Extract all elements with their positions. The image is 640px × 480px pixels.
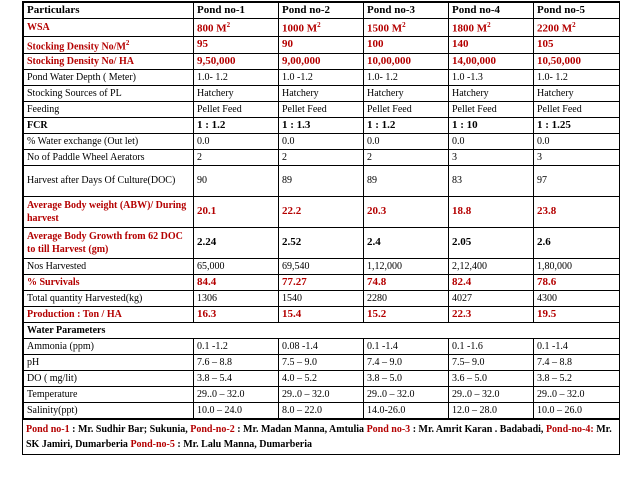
row-value: 78.6 xyxy=(534,274,620,290)
row-value: 19.5 xyxy=(534,306,620,322)
row-value: 22.2 xyxy=(279,196,364,227)
row-total-harvested xyxy=(24,290,620,306)
row-value: 2,12,400 xyxy=(449,258,534,274)
row-value: Hatchery xyxy=(364,85,449,101)
row-value: 10.0 – 26.0 xyxy=(534,402,620,418)
row-value: 4027 xyxy=(449,290,534,306)
row-temperature xyxy=(24,386,620,402)
row-value: Pellet Feed xyxy=(449,101,534,117)
row-nos-harvested xyxy=(24,258,620,274)
row-value: 95 xyxy=(194,36,279,53)
header-pond-3: Pond no-3 xyxy=(364,3,449,19)
row-value: 1800 $M^2$ xyxy=(449,19,534,37)
row-value: 89 xyxy=(279,165,364,196)
row-value: 20.1 xyxy=(194,196,279,227)
row-value: 90 xyxy=(279,36,364,53)
row-abw xyxy=(24,196,620,227)
row-feeding xyxy=(24,101,620,117)
row-do xyxy=(24,370,620,386)
section-heading: Water Parameters xyxy=(24,322,620,338)
row-label: Harvest after Days Of Culture(DOC) xyxy=(24,165,194,196)
row-value: Hatchery xyxy=(449,85,534,101)
row-value: Pellet Feed xyxy=(279,101,364,117)
footnote-key: Pond-no-4: xyxy=(545,423,594,435)
row-value: 65,000 xyxy=(194,258,279,274)
row-label: Pond Water Depth ( Meter) xyxy=(24,69,194,85)
row-value: 1,80,000 xyxy=(534,258,620,274)
row-value: Pellet Feed xyxy=(364,101,449,117)
row-value: 10,50,000 xyxy=(534,53,620,69)
row-wsa xyxy=(24,19,620,37)
row-value: 29..0 – 32.0 xyxy=(279,386,364,402)
footnote-key: Pond no-1 xyxy=(26,423,70,435)
row-value: 0.0 xyxy=(279,133,364,149)
row-value: 29..0 – 32.0 xyxy=(364,386,449,402)
row-value: 3.8 – 5.0 xyxy=(364,370,449,386)
row-value: 1 : 1.2 xyxy=(194,117,279,133)
row-value: 7.4 – 9.0 xyxy=(364,354,449,370)
row-value: 1 : 10 xyxy=(449,117,534,133)
row-value: 23.8 xyxy=(534,196,620,227)
row-value: 0.1 -1.6 xyxy=(449,338,534,354)
row-salinity xyxy=(24,402,620,418)
row-label: DO ( mg/lit) xyxy=(24,370,194,386)
row-ph xyxy=(24,354,620,370)
row-value: 77.27 xyxy=(279,274,364,290)
row-label: Stocking Sources of PL xyxy=(24,85,194,101)
row-value: 1 : 1.3 xyxy=(279,117,364,133)
row-water-depth xyxy=(24,69,620,85)
header-pond-4: Pond no-4 xyxy=(449,3,534,19)
row-water-parameters-heading xyxy=(24,322,620,338)
row-value: 2.05 xyxy=(449,227,534,258)
row-value: 15.2 xyxy=(364,306,449,322)
row-label: Nos Harvested xyxy=(24,258,194,274)
row-value: 7.6 – 8.8 xyxy=(194,354,279,370)
row-label: Feeding xyxy=(24,101,194,117)
row-label: Stocking Density $No/M^2$ xyxy=(24,36,194,53)
row-value: 22.3 xyxy=(449,306,534,322)
row-value: 140 xyxy=(449,36,534,53)
row-label: Average Body weight (ABW)/ During harvest xyxy=(24,196,194,227)
row-label: Average Body Growth from 62 DOC to till Harvest (gm) xyxy=(24,227,194,258)
row-value: 105 xyxy=(534,36,620,53)
row-value: 1.0- 1.2 xyxy=(364,69,449,85)
row-value: 12.0 – 28.0 xyxy=(449,402,534,418)
row-value: Hatchery xyxy=(194,85,279,101)
row-value: 1,12,000 xyxy=(364,258,449,274)
footnote-key: Pond-no-2 xyxy=(190,423,235,435)
row-value: 10,00,000 xyxy=(364,53,449,69)
row-value: 0.0 xyxy=(364,133,449,149)
row-value: 2.6 xyxy=(534,227,620,258)
footnote-text: : Mr. Sudhir Bar; Sukunia, xyxy=(69,423,191,435)
footnote-text: : Mr. Lalu Manna, Dumarberia xyxy=(174,438,313,450)
header-pond-1: Pond no-1 xyxy=(194,3,279,19)
footnote-key: Pond-no-5 xyxy=(130,438,175,450)
row-value: 1500 $M^2$ xyxy=(364,19,449,37)
row-value: 16.3 xyxy=(194,306,279,322)
row-value: 1.0 -1.2 xyxy=(279,69,364,85)
header-pond-2: Pond no-2 xyxy=(279,3,364,19)
row-aerators xyxy=(24,149,620,165)
row-stocking-source xyxy=(24,85,620,101)
row-value: 89 xyxy=(364,165,449,196)
row-value: 29..0 – 32.0 xyxy=(194,386,279,402)
row-value: 2200 $M^2$ xyxy=(534,19,620,37)
row-value: Pellet Feed xyxy=(194,101,279,117)
row-abg xyxy=(24,227,620,258)
row-value: 20.3 xyxy=(364,196,449,227)
row-label: Ammonia (ppm) xyxy=(24,338,194,354)
row-value: 1.0- 1.2 xyxy=(194,69,279,85)
row-value: 3 xyxy=(449,149,534,165)
row-label: Temperature xyxy=(24,386,194,402)
pond-owner-footnote xyxy=(23,419,619,454)
row-value: 3.8 – 5.4 xyxy=(194,370,279,386)
footnote-text: Mr. SK Jamiri, Dumarberia xyxy=(26,423,612,450)
row-value: 2 xyxy=(279,149,364,165)
row-value: 1000 $M^2$ xyxy=(279,19,364,37)
row-stocking-density-ha xyxy=(24,53,620,69)
row-value: 1 : 1.25 xyxy=(534,117,620,133)
row-ammonia xyxy=(24,338,620,354)
row-label: Salinity(ppt) xyxy=(24,402,194,418)
row-value: 74.8 xyxy=(364,274,449,290)
row-label: Production : Ton / HA xyxy=(24,306,194,322)
row-value: 2.24 xyxy=(194,227,279,258)
pond-data-sheet xyxy=(22,1,620,455)
row-value: 9,00,000 xyxy=(279,53,364,69)
header-pond-5: Pond no-5 xyxy=(534,3,620,19)
row-value: 90 xyxy=(194,165,279,196)
row-value: Hatchery xyxy=(534,85,620,101)
row-value: 69,540 xyxy=(279,258,364,274)
row-value: 1306 xyxy=(194,290,279,306)
row-label: WSA xyxy=(24,19,194,37)
row-value: 3 xyxy=(534,149,620,165)
row-value: 10.0 – 24.0 xyxy=(194,402,279,418)
row-value: 800 $M^2$ xyxy=(194,19,279,37)
row-value: 84.4 xyxy=(194,274,279,290)
row-value: 14.0-26.0 xyxy=(364,402,449,418)
row-value: 0.0 xyxy=(534,133,620,149)
row-survivals xyxy=(24,274,620,290)
row-value: 8.0 – 22.0 xyxy=(279,402,364,418)
row-value: 2280 xyxy=(364,290,449,306)
row-value: 29..0 – 32.0 xyxy=(534,386,620,402)
row-label: FCR xyxy=(24,117,194,133)
row-value: 0.1 -1.2 xyxy=(194,338,279,354)
pond-table xyxy=(23,2,620,419)
row-value: 1 : 1.2 xyxy=(364,117,449,133)
row-value: 4.0 – 5.2 xyxy=(279,370,364,386)
header-particulars: Particulars xyxy=(24,3,194,19)
row-harvest-doc xyxy=(24,165,620,196)
row-value: 9,50,000 xyxy=(194,53,279,69)
row-value: 0.0 xyxy=(449,133,534,149)
row-value: 1540 xyxy=(279,290,364,306)
row-value: 2 xyxy=(194,149,279,165)
row-value: 14,00,000 xyxy=(449,53,534,69)
row-value: 4300 xyxy=(534,290,620,306)
footnote-text: : Mr. Amrit Karan . Badabadi, xyxy=(410,423,546,435)
row-value: 0.1 -1.4 xyxy=(364,338,449,354)
footnote-text: : Mr. Madan Manna, Amtulia xyxy=(234,423,367,435)
row-value: 2.4 xyxy=(364,227,449,258)
row-stocking-density-m2 xyxy=(24,36,620,53)
row-value: 3.8 – 5.2 xyxy=(534,370,620,386)
row-label: pH xyxy=(24,354,194,370)
row-value: 2 xyxy=(364,149,449,165)
row-value: 7.5 – 9.0 xyxy=(279,354,364,370)
row-value: 7.4 – 8.8 xyxy=(534,354,620,370)
row-label: No of Paddle Wheel Aerators xyxy=(24,149,194,165)
row-value: 83 xyxy=(449,165,534,196)
row-value: 97 xyxy=(534,165,620,196)
row-value: 0.08 -1.4 xyxy=(279,338,364,354)
row-value: 0.0 xyxy=(194,133,279,149)
footnote-key: Pond no-3 xyxy=(366,423,411,435)
row-value: 1.0 -1.3 xyxy=(449,69,534,85)
row-value: 1.0- 1.2 xyxy=(534,69,620,85)
row-value: Hatchery xyxy=(279,85,364,101)
row-value: 18.8 xyxy=(449,196,534,227)
row-value: 15.4 xyxy=(279,306,364,322)
row-value: 100 xyxy=(364,36,449,53)
row-value: 7.5– 9.0 xyxy=(449,354,534,370)
row-production xyxy=(24,306,620,322)
row-value: Pellet Feed xyxy=(534,101,620,117)
row-label: Total quantity Harvested(kg) xyxy=(24,290,194,306)
row-value: 29..0 – 32.0 xyxy=(449,386,534,402)
row-value: 82.4 xyxy=(449,274,534,290)
row-water-exchange xyxy=(24,133,620,149)
row-value: 0.1 -1.4 xyxy=(534,338,620,354)
row-label: Stocking Density No/ HA xyxy=(24,53,194,69)
row-value: 3.6 – 5.0 xyxy=(449,370,534,386)
row-value: 2.52 xyxy=(279,227,364,258)
table-header-row xyxy=(24,3,620,19)
row-label: % Survivals xyxy=(24,274,194,290)
row-label: % Water exchange (Out let) xyxy=(24,133,194,149)
row-fcr xyxy=(24,117,620,133)
